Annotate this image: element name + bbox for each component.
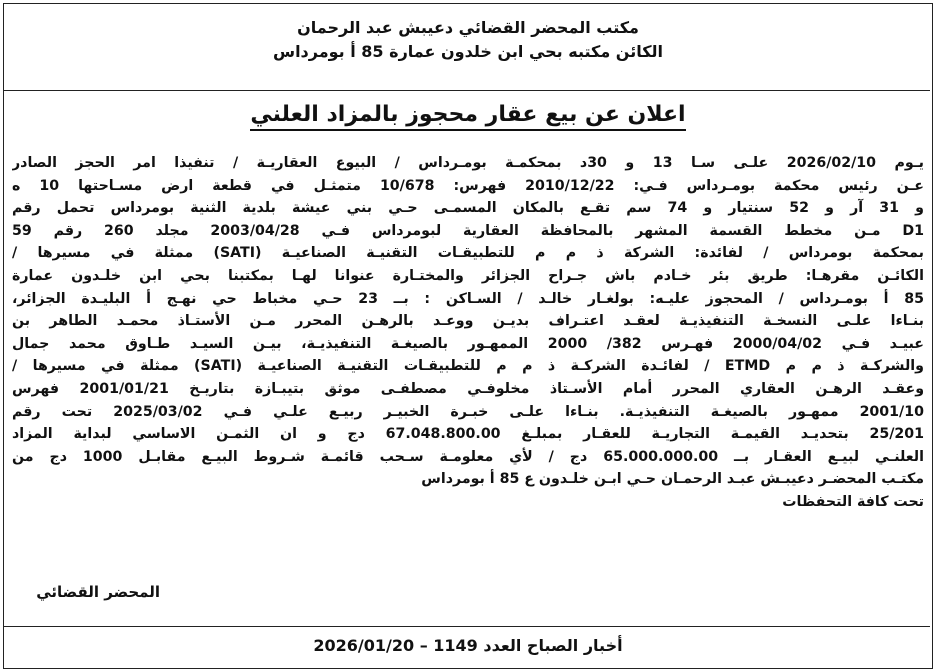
body-line: العلنـي لبيـع العقـار بــ 65.000.000.00 دج / لأي معلومـة سـحب قائمـة شـروط البيـع مقابـل 1000 دج من <box>12 448 924 465</box>
footer-divider <box>3 626 930 627</box>
body-line: مكتـب المحضـر دعيبـش عبـد الرحمـان حـي ابـن خلـدون ع 85 أ بومرداس <box>421 471 924 488</box>
body-line: بنـاءا علـى النسخـة التنفيذيـة لعقـد اعتـراف بديـن ووعـد بالرهـن المحرر مـن الأستـاذ محمـد الطاهر بن <box>12 313 924 330</box>
body-line: وعقـد الرهـن العقاري المحرر أمام الأسـتاذ مخلوفـي مصطفـى موثق بتيبـازة بتاريـخ 2001/01/21 فهرس <box>12 380 924 397</box>
body-line: 85 أ بومـرداس / المحجوز عليـه: بولغـار خالـد / السـاكن : بــ 23 حـي مخباط حي نهـج أ البليـدة الجزائر، <box>12 290 924 307</box>
body-line: 2001/10 ممهـور بالصيغـة التنفيذيـة. بنـاءا علـى خبـرة الخبيـر ربيـع علـي فـي 2025/03/02 تحت رقم <box>12 403 924 420</box>
notice-title-wrap <box>0 100 936 130</box>
body-line: D1 مـن مخطط القسمة المشهر بالمحافظة العقارية لبومرداس فـي 2003/04/28 مجلد 260 رقم 59 <box>12 222 924 239</box>
reservations-line: تحت كافة التحفظات <box>782 493 924 510</box>
notice-header <box>0 16 936 64</box>
body-line: 25/201 بتحديـد القيمـة التجاريـة للعقـار بمبلـغ 67.048.800.00 دج و ان الثمـن الاساسي لبداية المزاد <box>12 426 924 443</box>
body-line: عبيـد فـي 2000/04/02 فهـرس 382/ 2000 الممهـور بالصيغـة التنفيذيـة، بيـن السيـد طـاوق محمد جمال <box>12 335 924 352</box>
office-address: الكائن مكتبه بحي ابن خلدون عمارة 85 أ بومرداس <box>272 42 663 61</box>
body-line: الكائـن مقرهـا: طريق بئر خـادم باش جـراح الجزائر والمختـارة عنوانا لهـا بمكتبنا بحي ابن خلـدون عمارة <box>12 267 924 284</box>
body-line: يـوم 2026/02/10 علـى سـا 13 و 30د بمحكمـة بومـرداس / البيوع العقاريـة / تنفيذا امر الحجز الصادر <box>12 155 924 171</box>
bailiff-signature: المحضر القضائي <box>36 583 160 601</box>
body-line: عـن رئيس محكمة بومـرداس فـي: 2010/12/22 فهرس: 10/678 متمثـل في قطعة ارض مسـاحتها 10 ه <box>12 177 924 194</box>
newspaper-footer: أخبار الصباح العدد 1149 – 2026/01/20 <box>313 636 623 655</box>
notice-body <box>12 152 924 514</box>
header-divider <box>3 90 930 91</box>
body-line: و 31 آر و 52 سنتيار و 74 سم تقـع بالمكان المسمـى حـي بني عيشة بلدية الثنية بومرداس تحمل رقم <box>12 200 924 217</box>
notice-title: اعلان عن بيع عقار محجوز بالمزاد العلني <box>250 102 685 131</box>
body-line: والشركـة ذ م م ETMD / لفائـدة الشركـة ذ م م للتطبيقـات التقنيـة الصناعيـة (SATI) ممثلة في مسيرها / <box>12 358 924 375</box>
office-name: مكتب المحضر القضائي دعيبش عبد الرحمان <box>297 18 639 37</box>
body-line: بمحكمة بومرداس / لفائدة: الشركة ذ م م للتطبيقـات التقنيـة الصناعيـة (SATI) ممثلة في مسيرها / <box>12 245 924 262</box>
